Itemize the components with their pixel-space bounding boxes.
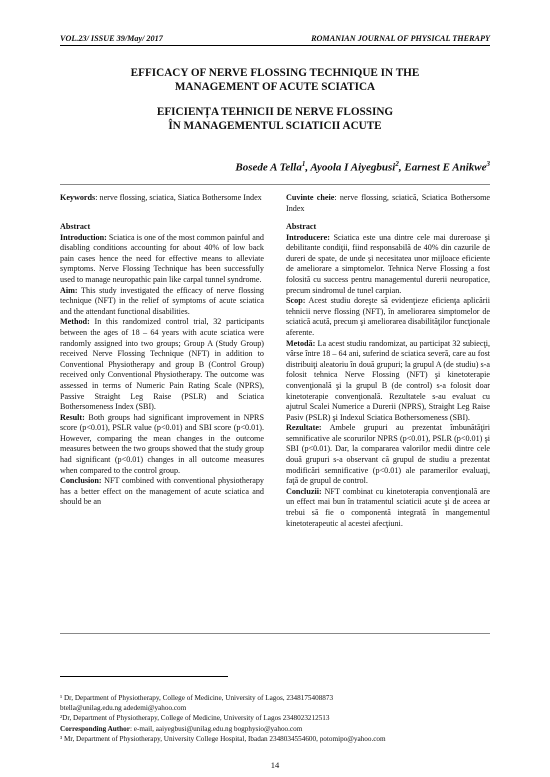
divider-bottom bbox=[60, 633, 490, 634]
conclusion-en-text: NFT combined with conventional physiotherapy has a better effect on the management of acute sciatica and should be an bbox=[60, 476, 264, 507]
result-en bbox=[60, 413, 264, 477]
footnote-1: ¹ Dr, Department of Physiotherapy, College of Medicine, University of Lagos, 2348175408873 bbox=[60, 694, 334, 702]
intro-ro-text: Sciatica este una dintre cele mai dureroase şi debilitante condiţii, fiind responsabilă de 40% din cazurile de dureri de spate, de unde şi necesitatea unor mijloace eficiente de ameliorare a simptomelor. Tehnica Nerve Flossing a fost folosită cu success pentru managementul durerii neuropatice, precum sindromul de tunel carpian. bbox=[286, 232, 490, 295]
author-2: Ayoola I Aiyegbusi bbox=[310, 161, 396, 174]
aim-en-text: This study investigated the efficacy of nerve flossing technique (NFT) in the relief of symptoms of acute sciatica and the attendant functional disabilities. bbox=[60, 285, 264, 316]
header-issue: VOL.23/ ISSUE 39/May/ 2017 bbox=[60, 34, 163, 43]
result-en-label: Result: bbox=[60, 412, 85, 422]
romanian-column bbox=[286, 193, 490, 529]
keywords-en bbox=[60, 193, 264, 222]
keywords-en-text: : nerve flossing, sciatica, Siatica Bothersome Index bbox=[95, 193, 262, 202]
conclusion-ro-label: Concluzii: bbox=[286, 486, 322, 496]
abstract-columns bbox=[60, 193, 490, 529]
title-romanian bbox=[60, 106, 490, 133]
keywords-en-label: Keywords bbox=[60, 193, 96, 202]
intro-en-label: Introduction: bbox=[60, 232, 107, 242]
aim-ro-label: Scop: bbox=[286, 296, 306, 306]
english-column bbox=[60, 193, 264, 529]
divider-top bbox=[60, 184, 490, 185]
keywords-ro-text: : nerve flossing, sciatică, Sciatica Bothersome Index bbox=[286, 193, 490, 213]
conclusion-en bbox=[60, 476, 264, 508]
keywords-ro bbox=[286, 193, 490, 222]
conclusion-ro-text: NFT combinat cu kinetoterapia convenţională are un effect mai bun în tratamentul sciaticii acute şi de aceea ar trebui să fie o componentă integrată în mangementul kinetoterapeutic al acestei afecţiuni. bbox=[286, 486, 490, 528]
corresponding-author-label: Corresponding Author bbox=[60, 724, 130, 733]
header-journal: ROMANIAN JOURNAL OF PHYSICAL THERAPY bbox=[311, 34, 490, 43]
author-1-affil: 1 bbox=[301, 160, 306, 168]
method-en-text: In this randomized control trial, 32 participants between the ages of 18 – 64 years with acute sciatica were randomly assigned into two groups; Group A (Study Group) received Nerve Flossing Technique (NFT) in addition to Conventional Physiotherapy and group B (Control Group) received only Conventional Physiotherapy. The outcome was assessed in terms of Numeric Pain Rating Scale (NPRS), Passive Straight Leg Raise (PSLR) and Sciatica Bothersomeness Index (SBI). bbox=[60, 317, 264, 412]
author-list: Bosede A Tella$^1$, Ayoola I Aiyegbusi$^2$, Earnest E Anikwe$^3$ bbox=[235, 160, 490, 174]
conclusion-en-label: Conclusion: bbox=[60, 476, 102, 486]
author-2-affil: 2 bbox=[395, 160, 399, 168]
abstract-ro-heading: Abstract bbox=[286, 222, 317, 231]
aim-ro-text: Acest studiu doreşte să evidenţieze eficienţa aplicării tehnicii nerve flossing (NFT), în ameliorarea simptomelor de sciatică acută, precum şi ameliorarea disabilităţilor funcţionale aferente. bbox=[286, 296, 490, 337]
method-en bbox=[60, 317, 264, 412]
method-en-label: Method: bbox=[60, 317, 90, 327]
title-block bbox=[60, 67, 490, 133]
corresponding-author-emails: : e-mail, aaiyegbusi@unilag.edu.ng bogphysio@yahoo.com bbox=[129, 724, 303, 733]
footnote-2: ²Dr, Department of Physiotherapy, College of Medicine, University of Lagos 2348023212513 bbox=[60, 714, 330, 723]
title-en-line1: EFFICACY OF NERVE FLOSSING TECHNIQUE IN THE bbox=[130, 67, 420, 79]
aim-en bbox=[60, 286, 264, 318]
footnote-rule bbox=[60, 676, 228, 677]
result-ro-text: Ambele grupuri au prezentat îmbunătăţiri semnificative ale scorurilor NPRS (p<0.01), PSLR (p<0.01) şi SBI (p<0.01). Dar, la compararea valorilor medii dintre cele două grupuri s-a observant că grupul de studiu a prezentat modificări semnificative (p<0.01) ale paramerilor evaluaţi, faţă de grupul de control. bbox=[286, 423, 490, 486]
title-ro-line2: ÎN MANAGEMENTUL SCIATICII ACUTE bbox=[168, 119, 382, 132]
result-ro bbox=[286, 423, 490, 487]
result-ro-label: Rezultate: bbox=[286, 423, 322, 433]
abstract-en-heading: Abstract bbox=[60, 222, 91, 231]
footnotes bbox=[60, 693, 490, 744]
result-en-text: Both groups had significant improvement in NPRS score (p<0.01), PSLR value (p<0.01) and SBI score (p<0.01). However, comparing the mean changes in the outcome measures between the two groups showed that the study group had significant (p<0.01) changes in all outcome measures when compared to the control group. bbox=[60, 412, 264, 475]
intro-ro-label: Introducere: bbox=[286, 232, 330, 242]
method-ro-text: La acest studiu randomizat, au participat 32 subiecţi, vârse între 18 – 64 ani, suferind de sciatica severă, care au fost distribuiţi aleatoriu în două grupuri; la grupul A (de studiu) s-a folosit tehnica Nerve Flossing (NFT) şi kinetoterapie convenţională şi la grupul B (de control) s-a folosit doar kinetoterapie convenţională. Rezultatele s-au evaluat cu ajutrul Scalei Numerice a Durerii (NPRS), Straight Leg Raise Pasiv (PSLR) şi Indexul Sciatica Bothersomeness (SBI). bbox=[286, 338, 490, 422]
aim-ro bbox=[286, 296, 490, 338]
conclusion-ro bbox=[286, 487, 490, 529]
intro-en bbox=[60, 233, 264, 286]
method-ro bbox=[286, 339, 490, 424]
intro-ro bbox=[286, 233, 490, 297]
running-header bbox=[60, 31, 490, 46]
page-number: 14 bbox=[270, 760, 280, 770]
author-1: Bosede A Tella bbox=[235, 161, 302, 174]
author-3: Earnest E Anikwe bbox=[404, 161, 487, 174]
keywords-ro-label: Cuvinte cheie bbox=[286, 193, 335, 202]
title-en-line2: MANAGEMENT OF ACUTE SCIATICA bbox=[174, 80, 376, 93]
aim-en-label: Aim: bbox=[60, 285, 78, 295]
footnote-3: ³ Mr, Department of Physiotherapy, University College Hospital, Ibadan 2348034554600, potomipo@yahoo.com bbox=[60, 734, 386, 743]
method-ro-label: Metodă: bbox=[286, 338, 316, 348]
title-ro-line1: EFICIENȚA TEHNICII DE NERVE FLOSSING bbox=[156, 106, 394, 118]
title-english bbox=[60, 67, 490, 94]
footnote-2-contact bbox=[60, 724, 490, 734]
author-3-affil: 3 bbox=[486, 160, 490, 168]
intro-en-text: Sciatica is one of the most common painful and disabling conditions accounting for about 40% of low back pain cases hence the need for effective means to alleviate symptoms. Nerve Flossing Technique has been successfully used to manage neuropathic pain like carpal tunnel syndrome. bbox=[60, 232, 264, 284]
footnote-1-emails: btella@unilag.edu.ng adedemi@yahoo.com bbox=[60, 704, 187, 713]
